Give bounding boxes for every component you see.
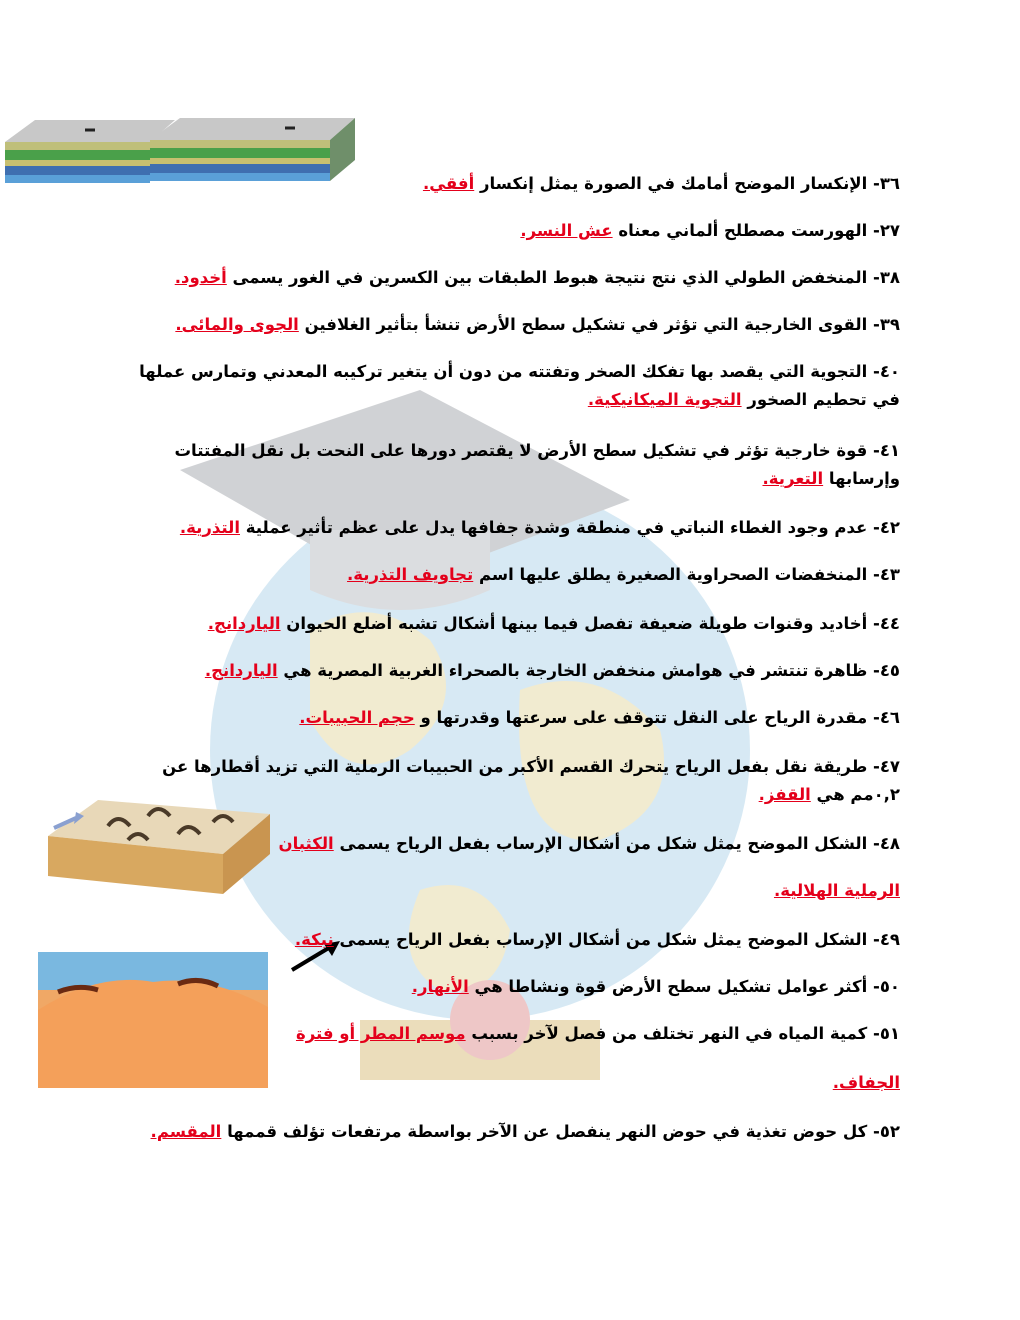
question-52: ٥٢- كل حوض تغذية في حوض النهر ينفصل عن الآخر بواسطة مرتفعات تؤلف قممها المقسم. [150,1122,900,1141]
answer-42: التذرية. [179,518,240,537]
answer-36: أفقي. [422,174,475,193]
answer-52: المقسم. [150,1122,222,1141]
question-46: ٤٦- مقدرة الرياح على النقل تتوقف على سرعتها وقدرتها و حجم الحبيبات. [299,708,900,727]
question-47: ٤٧- طريقة نقل بفعل الرياح يتحرك القسم الأكبر من الحبيبات الرملية التي تزيد أقطارها عن ٠,٢مم هي القفز. [162,757,900,804]
answer-40: التجوية الميكانيكية. [587,390,742,409]
question-39: ٣٩- القوى الخارجية التي تؤثر في تشكيل سطح الأرض تنشأ بتأثير الغلافين الجوى والمائى. [175,315,900,334]
answer-38: أخدود. [174,268,227,287]
nebkha-image [38,952,268,1088]
answer-48-continued: الرملية الهلالية. [773,881,900,900]
answer-51-continued: الجفاف. [832,1073,900,1092]
question-37: ٢٧- الهورست مصطلح ألماني معناه عش النسر. [520,221,900,240]
answer-43: تجاويف التذرية. [347,565,474,584]
answer-46: حجم الحبيبات. [299,708,415,727]
question-49: ٤٩- الشكل الموضح يمثل شكل من أشكال الإرساب بفعل الرياح يسمى نبكة. [294,930,900,949]
question-36: ٣٦- الإنكسار الموضح أمامك في الصورة يمثل إنكسار أفقي. [422,174,900,193]
answer-51: موسم المطر أو فترة [295,1024,466,1043]
answer-44: الياردانج. [207,614,281,633]
question-42: ٤٢- عدم وجود الغطاء النباتي في منطقة وشدة جفافها يدل على عظم تأثير عملية التذرية. [179,518,900,537]
answer-48: الكثبان [278,834,334,853]
question-50: ٥٠- أكثر عوامل تشكيل سطح الأرض قوة ونشاطا هي الأنهار. [411,977,900,996]
question-40: ٤٠- التجوية التي يقصد بها تفكك الصخر وتفتته من دون أن يتغير تركيبه المعدني وتمارس عملها في تحطيم الصخور التجوية الميكانيكية. [139,362,900,409]
answer-49: نبكة. [294,930,334,949]
answer-41: التعرية. [762,469,824,488]
answer-50: الأنهار. [411,977,469,996]
answer-37: عش النسر. [520,221,613,240]
question-41: ٤١- قوة خارجية تؤثر في تشكيل سطح الأرض لا يقتصر دورها على النحت بل نقل المفتتات وإرسابها التعرية. [174,441,900,488]
question-45: ٤٥- ظاهرة تنتشر في هوامش منخفض الخارجة بالصحراء الغربية المصرية هي الياردانج. [204,661,900,680]
answer-47: القفز. [758,785,811,804]
barchan-dunes-image [48,796,273,906]
question-44: ٤٤- أخاديد وقنوات طويلة ضعيفة تفصل فيما بينها أشكال تشبه أضلع الحيوان الياردانج. [207,614,900,633]
answer-45: الياردانج. [204,661,278,680]
answer-39: الجوى والمائى. [175,315,299,334]
question-48: ٤٨- الشكل الموضح يمثل شكل من أشكال الإرساب بفعل الرياح يسمى الكثبان [278,834,900,853]
question-43: ٤٣- المنخفضات الصحراوية الصغيرة يطلق عليها اسم تجاويف التذرية. [347,565,900,584]
question-51: ٥١- كمية المياه في النهر تختلف من فصل لآخر بسبب موسم المطر أو فترة [295,1024,900,1043]
fault-block-image [5,112,355,186]
question-38: ٣٨- المنخفض الطولي الذي نتج نتيجة هبوط الطبقات بين الكسرين في الغور يسمى أخدود. [174,268,900,287]
